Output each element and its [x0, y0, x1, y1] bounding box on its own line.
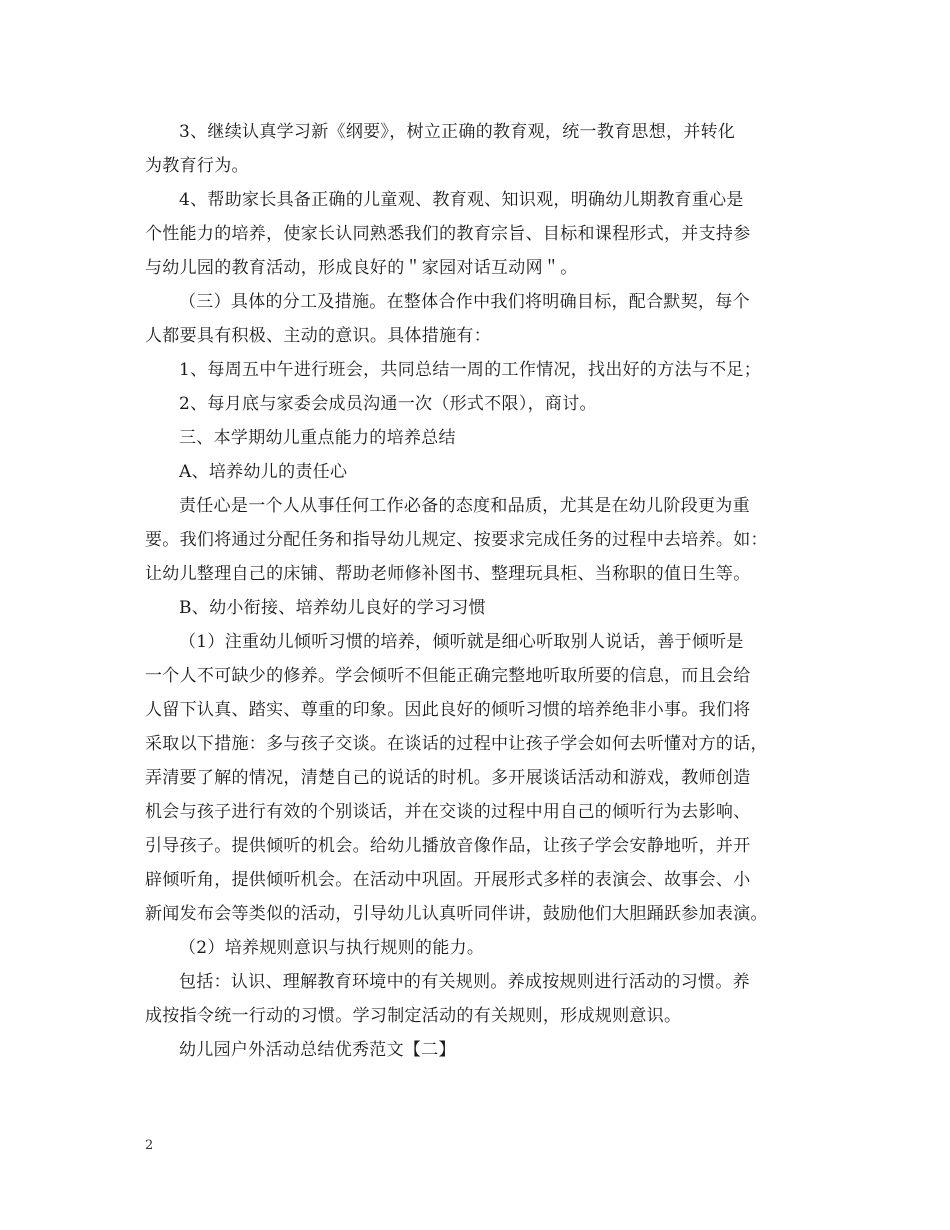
paragraph-line: 2、每月底与家委会成员沟通一次（形式不限），商讨。	[179, 394, 597, 414]
paragraph-line: 新闻发布会等类似的活动，引导幼儿认真听同伴讲，鼓励他们大胆踊跃参加表演。	[145, 904, 768, 924]
paragraph-line: 1、每周五中午进行班会，共同总结一周的工作情况，找出好的方法与不足；	[179, 360, 762, 380]
paragraph-line: （2）培养规则意识与执行规则的能力。	[179, 938, 485, 958]
paragraph-line: 引导孩子。提供倾听的机会。给幼儿播放音像作品，让孩子学会安静地听，并开	[145, 836, 751, 856]
paragraph-line: 与幼儿园的教育活动，形成良好的＂家园对话互动网＂。	[145, 258, 578, 278]
paragraph-line: 采取以下措施：多与孩子交谈。在谈话的过程中让孩子学会如何去听懂对方的话，	[145, 734, 768, 754]
paragraph-line: 辟倾听角，提供倾听机会。在活动中巩固。开展形式多样的表演会、故事会、小	[145, 870, 751, 890]
paragraph-line: 成按指令统一行动的习惯。学习制定活动的有关规则，形成规则意识。	[145, 1006, 682, 1026]
paragraph-line: 人都要具有积极、主动的意识。具体措施有：	[145, 326, 491, 346]
page-number: 2	[145, 1138, 154, 1153]
paragraph-line: 机会与孩子进行有效的个别谈话，并在交谈的过程中用自己的倾听行为去影响、	[145, 802, 751, 822]
paragraph-line: 要。我们将通过分配任务和指导幼儿规定、按要求完成任务的过程中去培养。如：	[145, 530, 768, 550]
paragraph-line: 人留下认真、踏实、尊重的印象。因此良好的倾听习惯的培养绝非小事。我们将	[145, 700, 751, 720]
paragraph-line: 责任心是一个人从事任何工作必备的态度和品质，尤其是在幼儿阶段更为重	[179, 496, 750, 516]
paragraph-line: 个性能力的培养，使家长认同熟悉我们的教育宗旨、目标和课程形式，并支持参	[145, 224, 751, 244]
paragraph-line: 为教育行为。	[145, 156, 249, 176]
paragraph-line: 4、帮助家长具备正确的儿童观、教育观、知识观，明确幼儿期教育重心是	[179, 190, 744, 210]
paragraph-line: （三）具体的分工及措施。在整体合作中我们将明确目标，配合默契，每个	[179, 292, 750, 312]
paragraph-line: 让幼儿整理自己的床铺、帮助老师修补图书、整理玩具柜、当称职的值日生等。	[145, 564, 751, 584]
article-title: 幼儿园户外活动总结优秀范文【二】	[179, 1040, 456, 1060]
section-heading: 三、本学期幼儿重点能力的培养总结	[179, 428, 456, 448]
subsection-heading: B、幼小衔接、培养幼儿良好的学习习惯	[179, 598, 486, 618]
paragraph-line: 3、继续认真学习新《纲要》，树立正确的教育观，统一教育思想，并转化	[179, 122, 736, 142]
subsection-heading: A、培养幼儿的责任心	[179, 462, 348, 482]
paragraph-line: 包括：认识、理解教育环境中的有关规则。养成按规则进行活动的习惯。养	[179, 972, 750, 992]
paragraph-line: 一个人不可缺少的修养。学会倾听不但能正确完整地听取所要的信息，而且会给	[145, 666, 751, 686]
paragraph-line: （1）注重幼儿倾听习惯的培养，倾听就是细心听取别人说话，善于倾听是	[179, 632, 744, 652]
paragraph-line: 弄清要了解的情况，清楚自己的说话的时机。多开展谈话活动和游戏，教师创造	[145, 768, 751, 788]
document-body	[145, 115, 810, 1067]
